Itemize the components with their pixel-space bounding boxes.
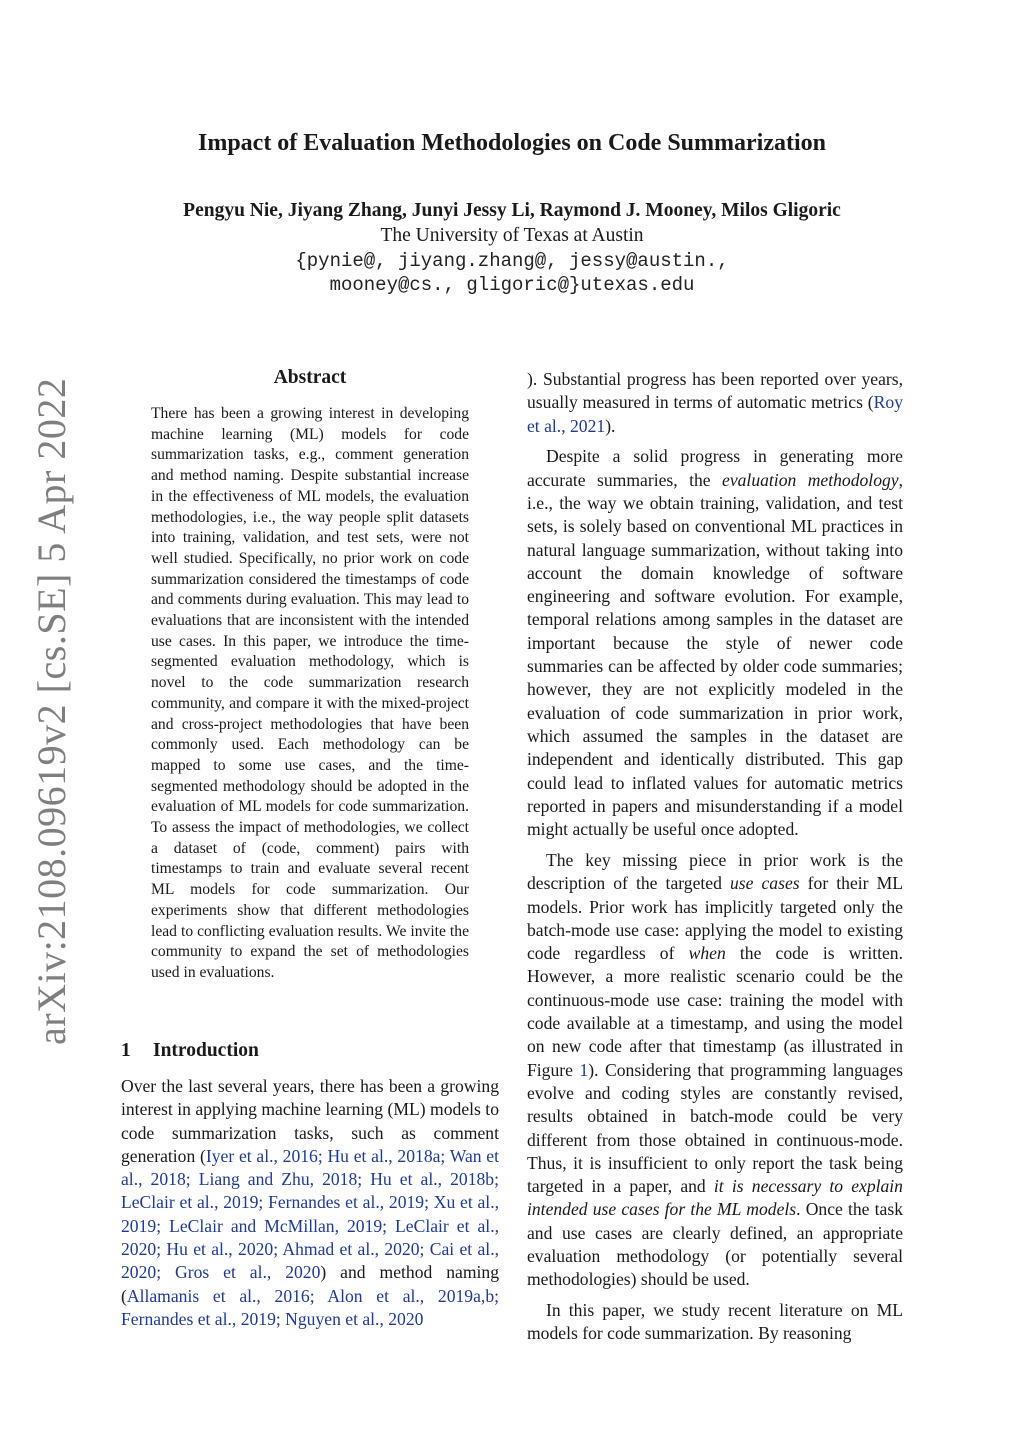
citation-link[interactable]: Allamanis et al., 2016; Alon et al., 2019a,b; Fernandes et al., 2019; Nguyen et al., 2020 <box>121 1285 499 1329</box>
email-line-2: mooney@cs., gligoric@}utexas.edu <box>329 274 695 296</box>
intro-paragraph-1: Over the last several years, there has been a growing interest in applying machine learning (ML) models to code summarization tasks, such as comment generation (Iyer et al., 2016; Hu et al., 2018a; Wan et al., 2018; Liang and Zhu, 2018; Hu et al., 2018b; LeClair et al., 2019; Fernandes et al., 2019; Xu et al., 2019; LeClair and McMillan, 2019; LeClair et al., 2020; Hu et al., 2020; Ahmad et al., 2020; Cai et al., 2020; Gros et al., 2020) and method naming (Allamanis et al., 2016; Alon et al., 2019a,b; Fernandes et al., 2019; Nguyen et al., 2020 <box>121 1076 500 1329</box>
abstract-text: There has been a growing interest in developing machine learning (ML) models for code summarization tasks, e.g., comment generation and method naming. Despite substantial increase in the effectiveness of ML models, the evaluation methodologies, i.e., the way people split datasets into training, validation, and test sets, were not well studied. Specifically, no prior work on code summarization considered the timestamps of code and comments during evaluation. This may lead to evaluations that are inconsistent with the intended use cases. In this paper, we introduce the time-segmented evaluation methodology, which is novel to the code summarization research community, and compare it with the mixed-project and cross-project methodologies that have been commonly used. Each methodology can be mapped to some use cases, and the time-segmented methodology should be adopted in the evaluation of ML models for code summarization. To assess the impact of methodologies, we collect a dataset of (code, comment) pairs with timestamps to train and evaluate several recent ML models for code summarization. Our experiments show that different methodologies lead to conflicting evaluation results. We invite the community to expand the set of methodologies used in evaluations. <box>151 405 469 981</box>
intro-paragraph-3: The key missing piece in prior work is the description of the targeted use cases for their ML models. Prior work has implicitly targeted only the batch-mode use case: applying the model to existing code regardless of when the code is written. However, a more realistic scenario could be the continuous-mode use case: training the model with code available at a timestamp, and using the model on new code after that timestamp (as illustrated in Figure 1). Considering that programming languages evolve and coding styles are constantly revised, results obtained in batch-mode could be very different from those obtained in continuous-mode. Thus, it is insufficient to only report the task being targeted in a paper, and it is necessary to explain intended use cases for the ML models. Once the task and use cases are clearly defined, an appropriate evaluation methodology (or potentially several methodologies) should be used. <box>527 849 903 1290</box>
email-line-1: {pynie@, jiyang.zhang@, jessy@austin., <box>295 250 729 272</box>
affiliation: The University of Texas at Austin <box>380 225 644 246</box>
arxiv-stamp: arXiv:2108.09619v2 [cs.SE] 5 Apr 2022 <box>29 377 74 1045</box>
right-column-text <box>527 368 903 1346</box>
citation-link[interactable]: Roy et al., 2021 <box>527 392 903 436</box>
intro-paragraph-2: Despite a solid progress in generating more accurate summaries, the evaluation methodology, i.e., the way we obtain training, validation, and test sets, is solely based on conventional ML practices in natural language summarization, without taking into account the domain knowledge of software engineering and software evolution. For example, temporal relations among samples in the dataset are important because the style of newer code summaries can be affected by older code summaries; however, they are not explicitly modeled in the evaluation of code summarization in prior work, which assumed the samples in the dataset are independent and identically distributed. This gap could lead to inflated values for automatic metrics reported in papers and misunderstanding if a model might actually be useful once adopted. <box>527 446 904 840</box>
intro-paragraph-1-cont: ). Substantial progress has been reported over years, usually measured in terms of automatic metrics (Roy et al., 2021). <box>527 369 903 436</box>
section-title: Introduction <box>153 1040 259 1061</box>
citation-link[interactable]: Iyer et al., 2016; Hu et al., 2018a; Wan et al., 2018; Liang and Zhu, 2018; Hu et al., 2018b; LeClair et al., 2019; Fernandes et al., 2019; Xu et al., 2019; LeClair and McMillan, 2019; LeClair et al., 2020; Hu et al., 2020; Ahmad et al., 2020; Cai et al., 2020; Gros et al., 2020 <box>121 1145 500 1283</box>
abstract-body <box>151 404 469 984</box>
figure-link[interactable]: 1 <box>579 1059 589 1080</box>
section-heading-introduction <box>121 1040 259 1062</box>
section-number: 1 <box>121 1040 131 1061</box>
author-list: Pengyu Nie, Jiyang Zhang, Junyi Jessy Li, Raymond J. Mooney, Milos Gligoric <box>183 200 841 221</box>
left-column-text <box>121 1075 499 1331</box>
abstract-heading: Abstract <box>273 367 347 388</box>
paper-title: Impact of Evaluation Methodologies on Code Summarization <box>197 130 826 156</box>
intro-paragraph-4: In this paper, we study recent literature on ML models for code summarization. By reasoning <box>527 1300 903 1344</box>
